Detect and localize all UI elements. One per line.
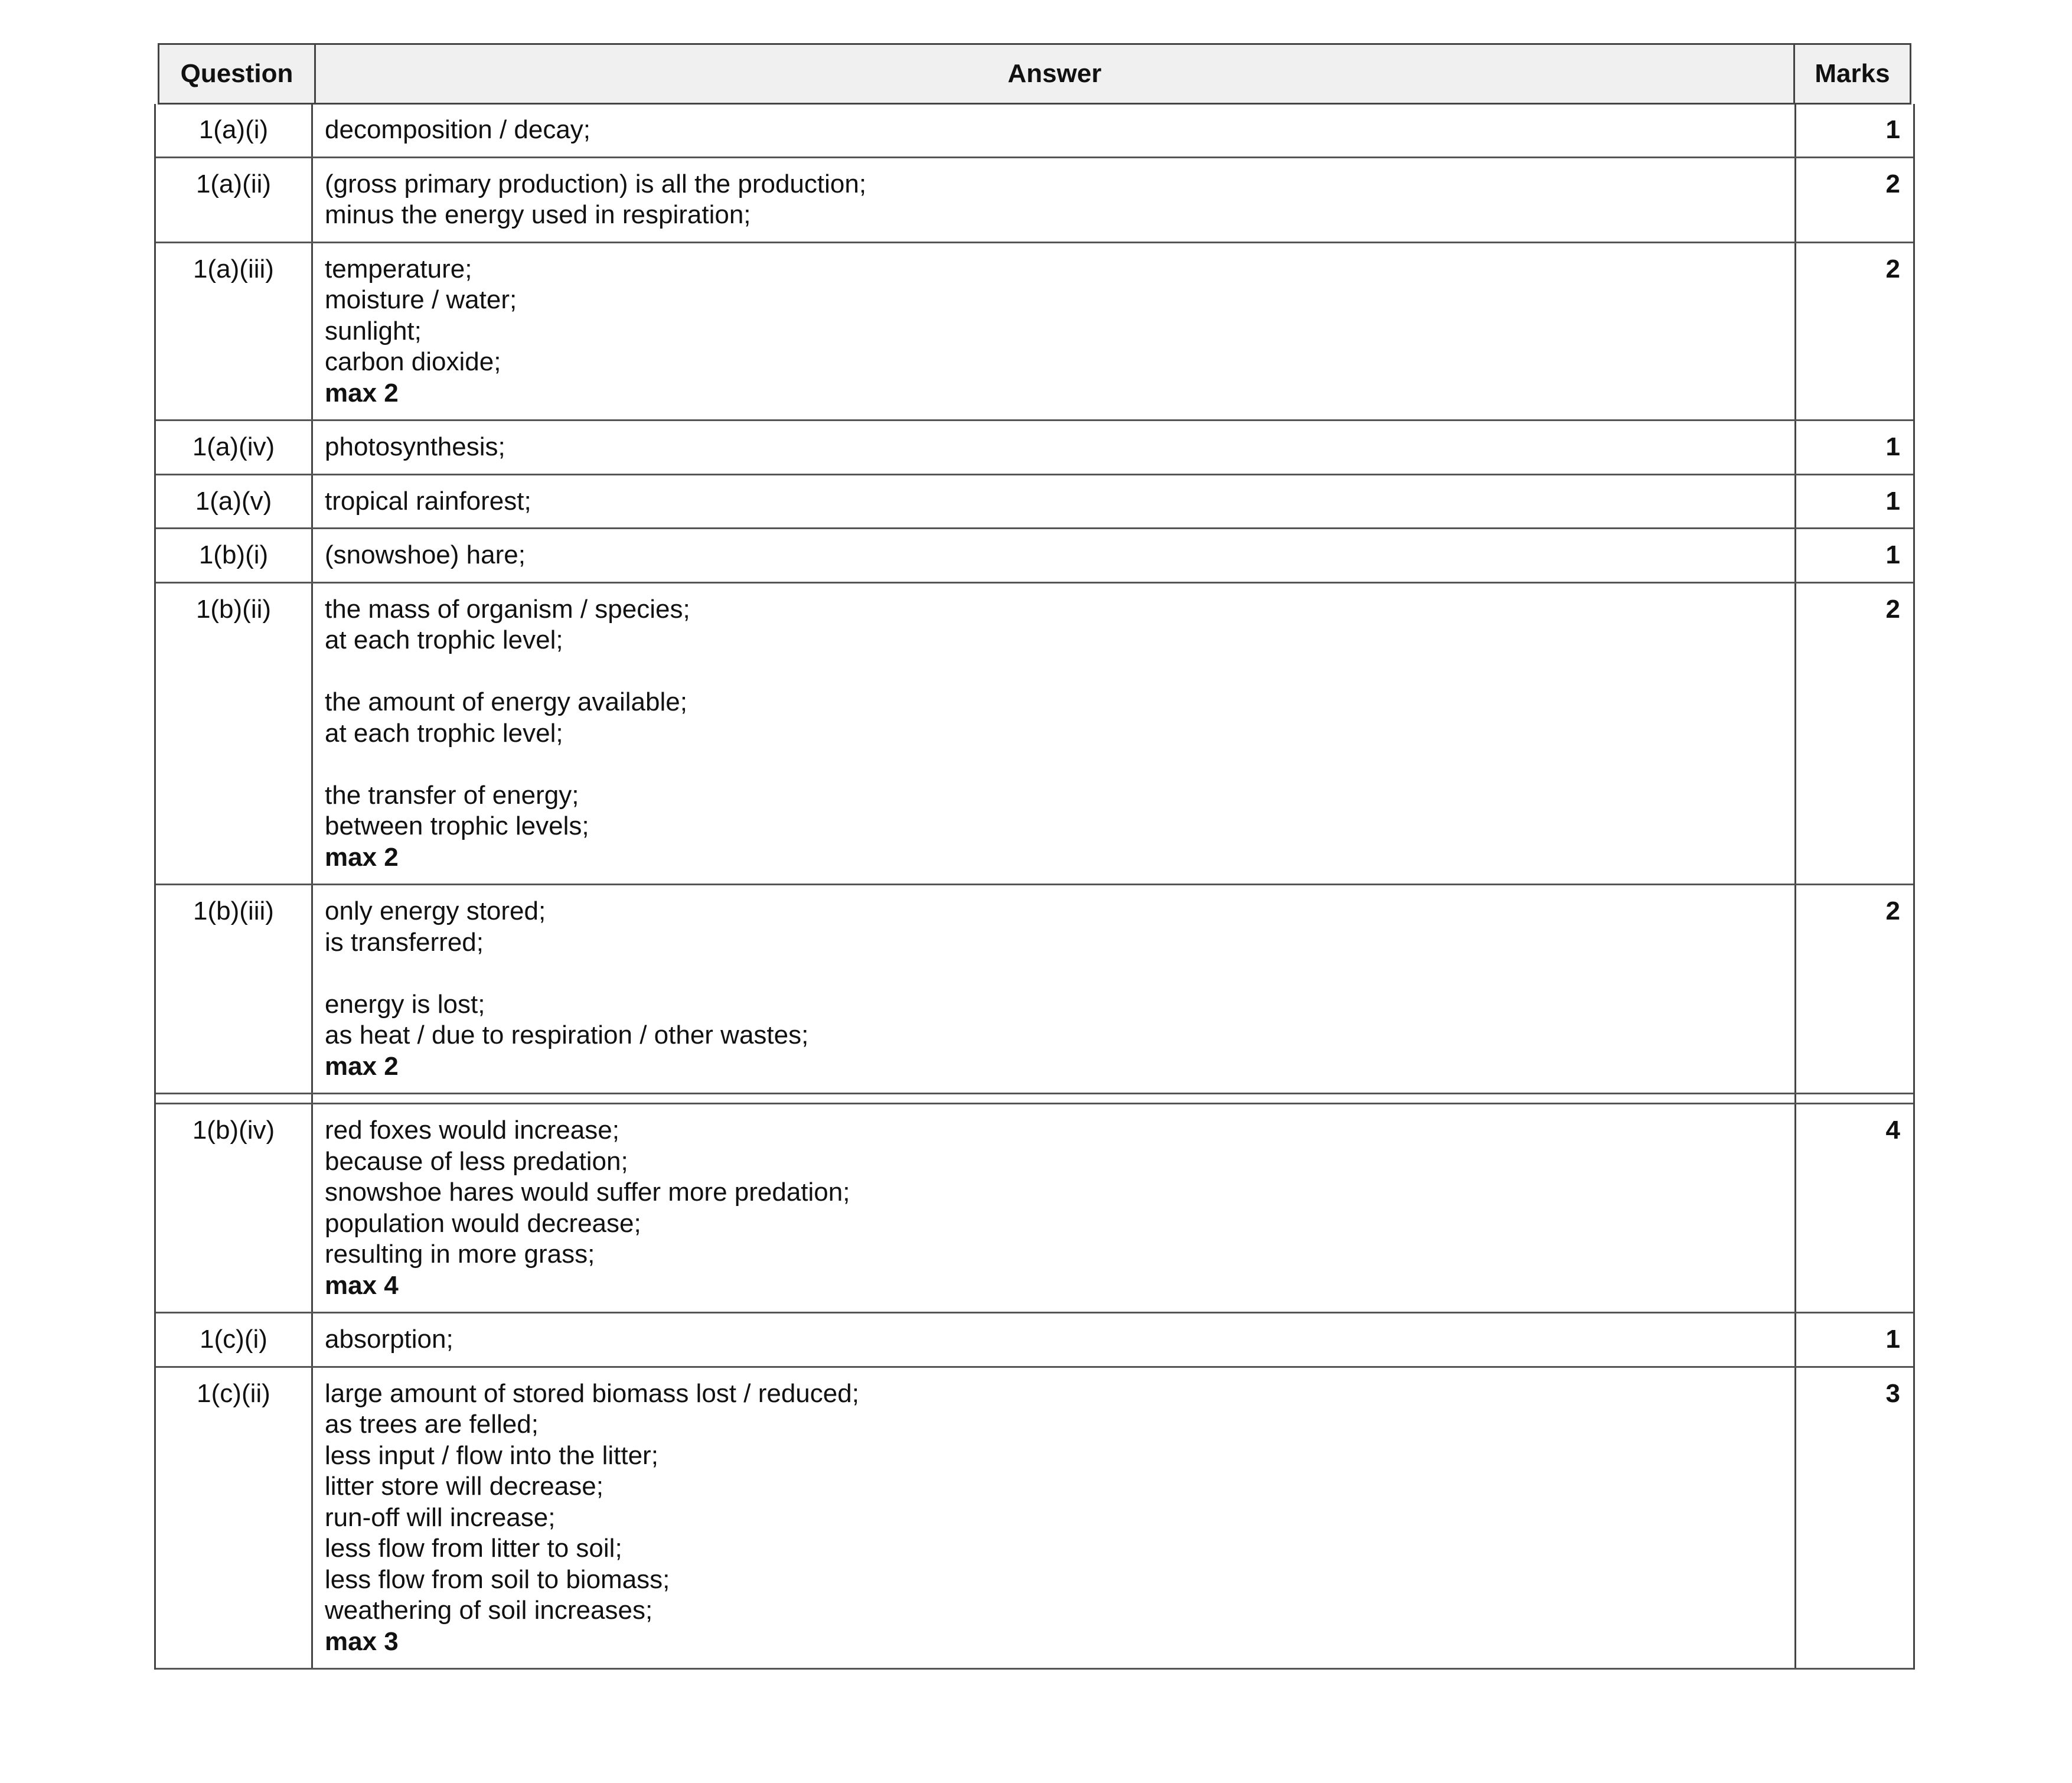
table-row xyxy=(156,104,1913,158)
marks-value: 1 xyxy=(1885,432,1900,461)
question-number: 1(c)(i) xyxy=(156,1313,313,1366)
table-row xyxy=(156,158,1913,243)
marks-value: 3 xyxy=(1885,1378,1900,1408)
answer-cell xyxy=(313,158,1796,242)
answer-column-header: Answer xyxy=(316,45,1795,103)
answer-line: resulting in more grass; xyxy=(325,1240,595,1269)
answer-spacer xyxy=(325,656,1794,687)
answer-cell xyxy=(313,1104,1796,1312)
question-column-header: Question xyxy=(159,45,316,103)
answer-spacer xyxy=(325,749,1794,780)
table-row xyxy=(156,243,1913,422)
answer-cell xyxy=(313,421,1796,474)
answer-spacer xyxy=(325,958,1794,989)
table-row xyxy=(156,421,1913,475)
table-row xyxy=(156,529,1913,584)
marks-value: 4 xyxy=(1885,1116,1900,1145)
answer-cell xyxy=(313,529,1796,582)
marks-value: 1 xyxy=(1885,540,1900,569)
answer-line: because of less predation; xyxy=(325,1146,628,1176)
answer-line: as trees are felled; xyxy=(325,1410,539,1439)
table-row xyxy=(156,475,1913,530)
answer-line: snowshoe hares would suffer more predation; xyxy=(325,1178,850,1207)
marks-value: 2 xyxy=(1885,254,1900,283)
question-number: 1(a)(iv) xyxy=(156,421,313,474)
max-marks-note: max 2 xyxy=(325,842,399,872)
answer-cell xyxy=(313,243,1796,420)
question-number: 1(a)(i) xyxy=(156,104,313,157)
answer-cell xyxy=(313,1368,1796,1668)
table-row xyxy=(156,885,1913,1094)
answer-line: temperature; xyxy=(325,254,472,283)
max-marks-note: max 2 xyxy=(325,1051,399,1081)
answer-cell xyxy=(313,584,1796,884)
answer-line: tropical rainforest; xyxy=(325,486,531,516)
answer-line: less flow from litter to soil; xyxy=(325,1534,622,1563)
answer-line: weathering of soil increases; xyxy=(325,1596,653,1625)
answer-line: absorption; xyxy=(325,1325,453,1354)
question-number: 1(a)(ii) xyxy=(156,158,313,242)
marks-value: 1 xyxy=(1885,486,1900,516)
mark-scheme-table xyxy=(154,104,1915,1670)
answer-cell xyxy=(313,885,1796,1093)
marks-value: 2 xyxy=(1885,897,1900,925)
answer-line: the transfer of energy; xyxy=(325,780,579,810)
answer-line: less flow from soil to biomass; xyxy=(325,1564,670,1594)
answer-line: is transferred; xyxy=(325,927,484,957)
table-row xyxy=(156,584,1913,886)
answer-line: run-off will increase; xyxy=(325,1502,556,1532)
answer-line: photosynthesis; xyxy=(325,432,505,461)
table-row xyxy=(156,1313,1913,1368)
marks-value: 1 xyxy=(1885,115,1900,144)
marks-value: 1 xyxy=(1885,1325,1900,1354)
answer-line: moisture / water; xyxy=(325,285,517,314)
answer-line: red foxes would increase; xyxy=(325,1116,619,1145)
marks-value: 2 xyxy=(1885,169,1900,198)
answer-line: (gross primary production) is all the production; xyxy=(325,169,867,198)
answer-line: only energy stored; xyxy=(325,897,546,925)
answer-line: at each trophic level; xyxy=(325,625,563,654)
question-number: 1(b)(iii) xyxy=(156,885,313,1093)
table-divider xyxy=(156,1094,1913,1104)
marks-column-header: Marks xyxy=(1815,59,1890,88)
answer-line: the mass of organism / species; xyxy=(325,594,690,624)
table-row xyxy=(156,1368,1913,1670)
table-header xyxy=(158,43,1911,105)
answer-cell xyxy=(313,475,1796,528)
answer-line: less input / flow into the litter; xyxy=(325,1440,658,1470)
question-number: 1(c)(ii) xyxy=(156,1368,313,1668)
table-row xyxy=(156,1104,1913,1313)
answer-line: sunlight; xyxy=(325,316,422,345)
answer-line: population would decrease; xyxy=(325,1208,641,1238)
max-marks-note: max 2 xyxy=(325,378,399,408)
answer-line: at each trophic level; xyxy=(325,718,563,748)
answer-cell xyxy=(313,104,1796,157)
max-marks-note: max 3 xyxy=(325,1626,399,1656)
answer-line: (snowshoe) hare; xyxy=(325,540,526,569)
answer-line: energy is lost; xyxy=(325,989,485,1019)
answer-line: decomposition / decay; xyxy=(325,115,591,144)
answer-line: large amount of stored biomass lost / reduced; xyxy=(325,1378,859,1408)
answer-line: minus the energy used in respiration; xyxy=(325,200,751,229)
question-number: 1(b)(ii) xyxy=(156,584,313,884)
question-number: 1(a)(v) xyxy=(156,475,313,528)
question-number: 1(a)(iii) xyxy=(156,243,313,420)
answer-line: carbon dioxide; xyxy=(325,347,501,376)
answer-line: between trophic levels; xyxy=(325,811,589,840)
question-number: 1(b)(iv) xyxy=(156,1104,313,1312)
answer-line: litter store will decrease; xyxy=(325,1472,603,1501)
answer-cell xyxy=(313,1313,1796,1366)
answer-line: as heat / due to respiration / other wastes; xyxy=(325,1021,809,1049)
question-number: 1(b)(i) xyxy=(156,529,313,582)
max-marks-note: max 4 xyxy=(325,1270,399,1300)
answer-line: the amount of energy available; xyxy=(325,687,687,716)
marks-value: 2 xyxy=(1885,594,1900,624)
